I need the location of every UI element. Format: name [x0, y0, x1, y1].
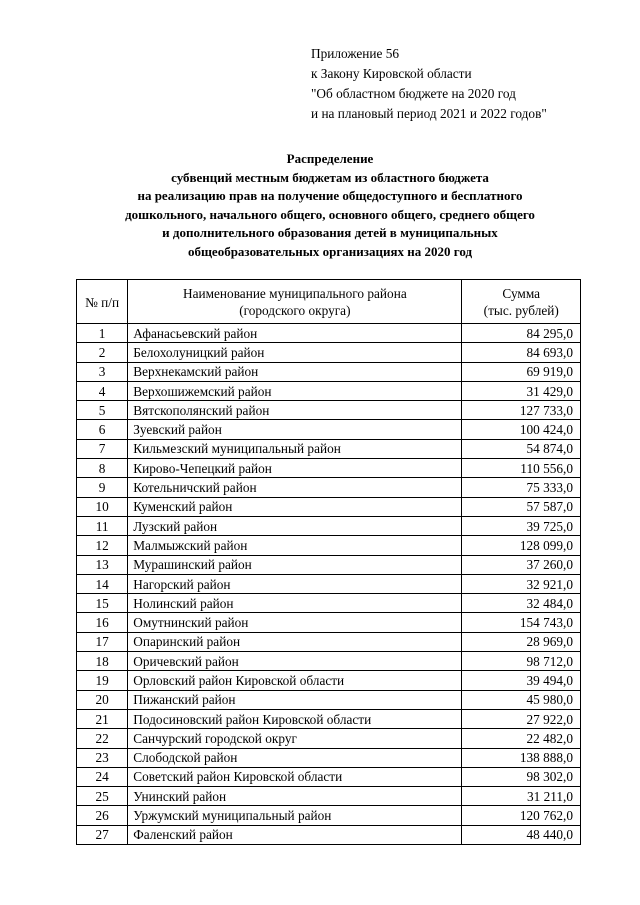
table-row: [77, 439, 581, 458]
header-number: № п/п: [77, 280, 128, 324]
row-sum: 138 888,0: [462, 748, 581, 767]
table-row: [77, 536, 581, 555]
row-district-name: Мурашинский район: [128, 555, 462, 574]
table-row: [77, 343, 581, 362]
row-district-name: Белохолуницкий район: [128, 343, 462, 362]
table-row: [77, 767, 581, 786]
table-row: [77, 459, 581, 478]
row-number: 8: [77, 459, 128, 478]
row-district-name: Орловский район Кировской области: [128, 671, 462, 690]
row-district-name: Подосиновский район Кировской области: [128, 709, 462, 728]
title-line: общеобразовательных организациях на 2020 год: [187, 243, 473, 259]
row-district-name: Советский район Кировской области: [128, 767, 462, 786]
row-sum: 128 099,0: [462, 536, 581, 555]
row-district-name: Кирово-Чепецкий район: [128, 459, 462, 478]
row-number: 26: [77, 806, 128, 825]
row-sum: 39 725,0: [462, 516, 581, 535]
row-sum: 31 211,0: [462, 787, 581, 806]
row-sum: 84 693,0: [462, 343, 581, 362]
row-sum: 75 333,0: [462, 478, 581, 497]
row-number: 3: [77, 362, 128, 381]
row-district-name: Слободской район: [128, 748, 462, 767]
row-number: 14: [77, 574, 128, 593]
row-sum: 22 482,0: [462, 729, 581, 748]
row-number: 10: [77, 497, 128, 516]
row-district-name: Вятскополянский район: [128, 401, 462, 420]
row-sum: 120 762,0: [462, 806, 581, 825]
header-sum-line: Сумма: [502, 285, 541, 301]
row-sum: 28 969,0: [462, 632, 581, 651]
table-row: [77, 787, 581, 806]
row-number: 2: [77, 343, 128, 362]
table-header-row: [77, 280, 581, 324]
row-number: 25: [77, 787, 128, 806]
table-row: [77, 709, 581, 728]
header-name-line: (городского округа): [239, 302, 351, 318]
row-district-name: Нагорский район: [128, 574, 462, 593]
row-sum: 84 295,0: [462, 324, 581, 343]
table-row: [77, 690, 581, 709]
row-district-name: Малмыжский район: [128, 536, 462, 555]
row-district-name: Нолинский район: [128, 594, 462, 613]
row-number: 20: [77, 690, 128, 709]
table-row: [77, 671, 581, 690]
row-district-name: Омутнинский район: [128, 613, 462, 632]
row-sum: 39 494,0: [462, 671, 581, 690]
table-row: [77, 401, 581, 420]
row-district-name: Кильмезский муниципальный район: [128, 439, 462, 458]
row-district-name: Опаринский район: [128, 632, 462, 651]
row-number: 5: [77, 401, 128, 420]
row-number: 23: [77, 748, 128, 767]
row-district-name: Котельничский район: [128, 478, 462, 497]
table-row: [77, 613, 581, 632]
row-district-name: Куменский район: [128, 497, 462, 516]
row-number: 13: [77, 555, 128, 574]
annex-header: [311, 44, 547, 124]
row-number: 16: [77, 613, 128, 632]
row-number: 9: [77, 478, 128, 497]
row-number: 7: [77, 439, 128, 458]
header-name-line: Наименование муниципального района: [183, 285, 407, 301]
row-district-name: Санчурский городской округ: [128, 729, 462, 748]
row-sum: 154 743,0: [462, 613, 581, 632]
row-sum: 48 440,0: [462, 825, 581, 844]
row-sum: 45 980,0: [462, 690, 581, 709]
row-district-name: Оричевский район: [128, 652, 462, 671]
table-row: [77, 324, 581, 343]
table-row: [77, 420, 581, 439]
header-name: [128, 280, 462, 324]
row-district-name: Унинский район: [128, 787, 462, 806]
row-number: 6: [77, 420, 128, 439]
table-row: [77, 825, 581, 844]
row-number: 4: [77, 381, 128, 400]
annex-line: к Закону Кировской области: [311, 66, 472, 81]
title-line: Распределение: [286, 151, 374, 166]
row-sum: 57 587,0: [462, 497, 581, 516]
title-line: дошкольного, начального общего, основного общего, среднего общего: [125, 206, 535, 222]
row-number: 19: [77, 671, 128, 690]
row-sum: 31 429,0: [462, 381, 581, 400]
row-sum: 110 556,0: [462, 459, 581, 478]
row-number: 15: [77, 594, 128, 613]
annex-line: и на плановый период 2021 и 2022 годов": [311, 106, 547, 121]
row-district-name: Афанасьевский район: [128, 324, 462, 343]
table-row: [77, 497, 581, 516]
annex-line: Приложение 56: [311, 46, 399, 61]
title-line: на реализацию прав на получение общедоступного и бесплатного: [137, 188, 523, 203]
row-number: 1: [77, 324, 128, 343]
distribution-table: [76, 279, 581, 845]
row-district-name: Уржумский муниципальный район: [128, 806, 462, 825]
row-number: 12: [77, 536, 128, 555]
title-line: субвенций местным бюджетам из областного бюджета: [171, 169, 489, 185]
row-number: 17: [77, 632, 128, 651]
header-sum-line: (тыс. рублей): [483, 302, 559, 318]
row-number: 11: [77, 516, 128, 535]
row-sum: 98 302,0: [462, 767, 581, 786]
row-district-name: Пижанский район: [128, 690, 462, 709]
table-row: [77, 594, 581, 613]
row-sum: 69 919,0: [462, 362, 581, 381]
table-row: [77, 478, 581, 497]
table-row: [77, 729, 581, 748]
row-sum: 32 484,0: [462, 594, 581, 613]
row-district-name: Верхнекамский район: [128, 362, 462, 381]
table-row: [77, 632, 581, 651]
annex-line: "Об областном бюджете на 2020 год: [311, 86, 516, 101]
row-sum: 37 260,0: [462, 555, 581, 574]
document-title: [70, 150, 590, 261]
row-sum: 127 733,0: [462, 401, 581, 420]
table-row: [77, 516, 581, 535]
table-body: [77, 324, 581, 845]
row-district-name: Лузский район: [128, 516, 462, 535]
row-number: 22: [77, 729, 128, 748]
row-sum: 27 922,0: [462, 709, 581, 728]
row-district-name: Фаленский район: [128, 825, 462, 844]
table-row: [77, 381, 581, 400]
row-number: 24: [77, 767, 128, 786]
title-line: и дополнительного образования детей в муниципальных: [162, 225, 498, 240]
table-row: [77, 748, 581, 767]
row-district-name: Верхошижемский район: [128, 381, 462, 400]
row-sum: 54 874,0: [462, 439, 581, 458]
table-row: [77, 362, 581, 381]
table-row: [77, 806, 581, 825]
table-row: [77, 574, 581, 593]
row-number: 18: [77, 652, 128, 671]
row-sum: 100 424,0: [462, 420, 581, 439]
row-number: 27: [77, 825, 128, 844]
row-number: 21: [77, 709, 128, 728]
table-row: [77, 555, 581, 574]
table-row: [77, 652, 581, 671]
row-sum: 98 712,0: [462, 652, 581, 671]
header-sum: [462, 280, 581, 324]
row-district-name: Зуевский район: [128, 420, 462, 439]
row-sum: 32 921,0: [462, 574, 581, 593]
